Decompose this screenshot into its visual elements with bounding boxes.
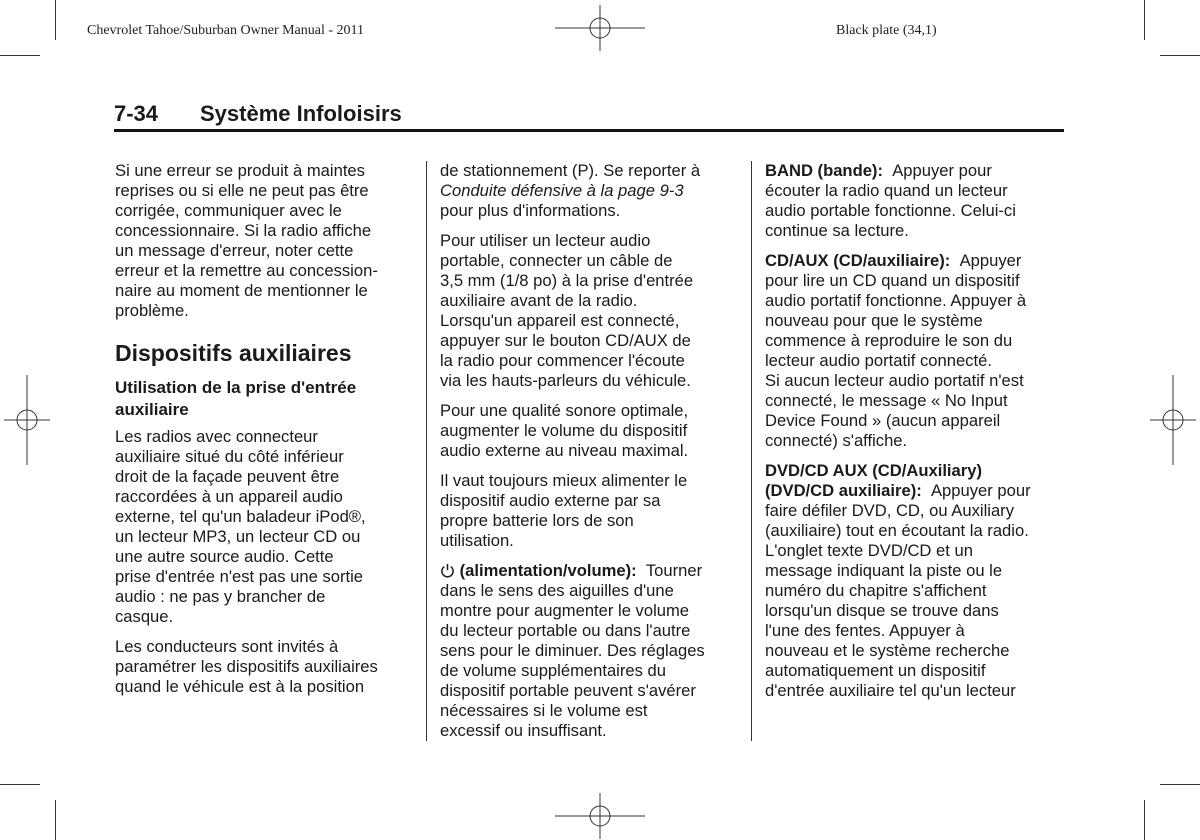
column-3 bbox=[765, 161, 1065, 711]
text-line: prise d'entrée n'est pas une sortie bbox=[115, 567, 364, 586]
paragraph-battery bbox=[440, 471, 740, 551]
paragraph-parking bbox=[440, 161, 740, 221]
text-line: propre batterie lors de son bbox=[440, 511, 634, 530]
text-line: appuyer sur le bouton CD/AUX de bbox=[440, 331, 691, 350]
paragraph-portable-player bbox=[440, 231, 740, 391]
text-line: externe, tel qu'un baladeur iPod®, bbox=[115, 507, 366, 526]
text-line: audio portatif fonctionne. Appuyer à bbox=[765, 291, 1027, 310]
text-fragment: Appuyer pour bbox=[892, 161, 992, 180]
subheading-aux-input bbox=[115, 377, 415, 421]
text-line: message indiquant la piste ou le bbox=[765, 561, 1003, 580]
column-divider-1 bbox=[426, 161, 427, 741]
text-line: pour plus d'informations. bbox=[440, 201, 621, 220]
text-line: automatiquement un dispositif bbox=[765, 661, 986, 680]
text-line: nouveau pour que le système bbox=[765, 311, 983, 330]
text-line: une autre source audio. Cette bbox=[115, 547, 334, 566]
text-line bbox=[440, 561, 740, 581]
text-line: Si aucun lecteur audio portatif n'est bbox=[765, 371, 1024, 390]
paragraph-sound-quality bbox=[440, 401, 740, 461]
column-1 bbox=[115, 161, 415, 707]
registration-mark-left bbox=[4, 375, 50, 465]
registration-mark-top bbox=[555, 5, 645, 51]
text-line: excessif ou insuffisant. bbox=[440, 721, 607, 740]
text-line: naire au moment de mentionner le bbox=[115, 281, 368, 300]
term-dvd-cd-aux: DVD/CD AUX (CD/Auxiliary) bbox=[765, 461, 982, 480]
text-line bbox=[765, 251, 1065, 271]
text-line: lecteur audio portatif connecté. bbox=[765, 351, 992, 370]
text-line: connecté) s'affiche. bbox=[765, 431, 908, 450]
text-line: audio externe au niveau maximal. bbox=[440, 441, 689, 460]
text-line: l'une des fentes. Appuyer à bbox=[765, 621, 965, 640]
text-line: Les conducteurs sont invités à bbox=[115, 637, 339, 656]
text-line: Si une erreur se produit à maintes bbox=[115, 161, 365, 180]
text-line: via les hauts-parleurs du véhicule. bbox=[440, 371, 691, 390]
text-line: un lecteur MP3, un lecteur CD ou bbox=[115, 527, 361, 546]
text-line: paramétrer les dispositifs auxiliaires bbox=[115, 657, 378, 676]
running-header-left: Chevrolet Tahoe/Suburban Owner Manual - 2011 bbox=[87, 23, 365, 38]
text-line: portable, connecter un câble de bbox=[440, 251, 673, 270]
text-line: L'onglet texte DVD/CD et un bbox=[765, 541, 973, 560]
text-line: Pour utiliser un lecteur audio bbox=[440, 231, 651, 250]
text-line: la radio pour commencer l'écoute bbox=[440, 351, 685, 370]
term-power-volume: (alimentation/volume): bbox=[459, 561, 637, 580]
text-line: casque. bbox=[115, 607, 174, 626]
power-icon bbox=[440, 563, 455, 578]
paragraph-power-volume bbox=[440, 561, 740, 741]
text-line: 3,5 mm (1/8 po) à la prise d'entrée bbox=[440, 271, 694, 290]
text-line: sens pour le diminuer. Des réglages bbox=[440, 641, 705, 660]
text-fragment: Appuyer pour bbox=[930, 481, 1031, 500]
text-line: pour lire un CD quand un dispositif bbox=[765, 271, 1020, 290]
paragraph-drivers bbox=[115, 637, 415, 697]
text-line: audio : ne pas y brancher de bbox=[115, 587, 326, 606]
text-line: Pour une qualité sonore optimale, bbox=[440, 401, 689, 420]
text-line: dispositif audio externe par sa bbox=[440, 491, 661, 510]
text-line: de stationnement (P). Se reporter à bbox=[440, 161, 701, 180]
text-line: erreur et la remettre au concession- bbox=[115, 261, 378, 280]
paragraph-error bbox=[115, 161, 415, 321]
term-band: BAND (bande): bbox=[765, 161, 883, 180]
text-line: auxiliaire situé du côté inférieur bbox=[115, 447, 344, 466]
text-line: écouter la radio quand un lecteur bbox=[765, 181, 1008, 200]
text-line: dans le sens des aiguilles d'une bbox=[440, 581, 674, 600]
section-title: Système Infoloisirs bbox=[200, 101, 402, 126]
text-line: Les radios avec connecteur bbox=[115, 427, 318, 446]
running-header-right: Black plate (34,1) bbox=[836, 23, 937, 38]
text-line: audio portable fonctionne. Celui-ci bbox=[765, 201, 1016, 220]
text-line: concessionnaire. Si la radio affiche bbox=[115, 221, 372, 240]
text-line: dispositif portable peuvent s'avérer bbox=[440, 681, 696, 700]
paragraph-band bbox=[765, 161, 1065, 241]
page-number: 7-34 bbox=[114, 101, 159, 126]
text-line: Il vaut toujours mieux alimenter le bbox=[440, 471, 688, 490]
cross-reference-link[interactable]: Conduite défensive à la page 9-3 bbox=[440, 181, 684, 200]
term-dvd-cd-aux-fr: (DVD/CD auxiliaire): bbox=[765, 481, 922, 500]
text-line: droit de la façade peuvent être bbox=[115, 467, 340, 486]
text-line: d'entrée auxiliaire tel qu'un lecteur bbox=[765, 681, 1016, 700]
text-line: Device Found » (aucun appareil bbox=[765, 411, 1001, 430]
text-line: augmenter le volume du dispositif bbox=[440, 421, 688, 440]
text-line: corrigée, communiquer avec le bbox=[115, 201, 342, 220]
header-rule bbox=[114, 129, 1064, 132]
text-line: reprises ou si elle ne peut pas être bbox=[115, 181, 369, 200]
section-header bbox=[114, 101, 1064, 131]
heading-auxiliary-devices: Dispositifs auxiliaires bbox=[115, 340, 352, 366]
text-line: faire défiler DVD, CD, ou Auxiliary bbox=[765, 501, 1014, 520]
text-line: de volume supplémentaires du bbox=[440, 661, 666, 680]
paragraph-radios bbox=[115, 427, 415, 627]
text-line: lorsqu'un disque se trouve dans bbox=[765, 601, 999, 620]
registration-mark-right bbox=[1150, 375, 1196, 465]
text-line: nécessaires si le volume est bbox=[440, 701, 648, 720]
text-line bbox=[765, 481, 1065, 501]
text-line: auxiliaire bbox=[115, 400, 189, 419]
text-line: commence à reproduire le son du bbox=[765, 331, 1013, 350]
text-line: connecté, le message « No Input bbox=[765, 391, 1008, 410]
registration-mark-bottom bbox=[555, 793, 645, 839]
text-fragment: Appuyer bbox=[959, 251, 1022, 270]
text-line: problème. bbox=[115, 301, 189, 320]
text-line: un message d'erreur, noter cette bbox=[115, 241, 354, 260]
text-line: raccordées à un appareil audio bbox=[115, 487, 343, 506]
text-line bbox=[765, 161, 1065, 181]
text-line: utilisation. bbox=[440, 531, 514, 550]
text-line: continue sa lecture. bbox=[765, 221, 909, 240]
column-divider-2 bbox=[751, 161, 752, 741]
text-fragment: Tourner bbox=[645, 561, 703, 580]
text-line: quand le véhicule est à la position bbox=[115, 677, 365, 696]
text-line: nouveau et le système recherche bbox=[765, 641, 1010, 660]
text-line: (auxiliaire) tout en écoutant la radio. bbox=[765, 521, 1029, 540]
text-line: Lorsqu'un appareil est connecté, bbox=[440, 311, 680, 330]
column-2 bbox=[440, 161, 740, 751]
text-line: du lecteur portable ou dans l'autre bbox=[440, 621, 691, 640]
paragraph-dvd-cd-aux bbox=[765, 461, 1065, 701]
text-line: auxiliaire avant de la radio. bbox=[440, 291, 638, 310]
text-line: Utilisation de la prise d'entrée bbox=[115, 378, 357, 397]
text-line: montre pour augmenter le volume bbox=[440, 601, 690, 620]
paragraph-cd-aux bbox=[765, 251, 1065, 451]
text-line: numéro du chapitre s'affichent bbox=[765, 581, 987, 600]
term-cd-aux: CD/AUX (CD/auxiliaire): bbox=[765, 251, 951, 270]
